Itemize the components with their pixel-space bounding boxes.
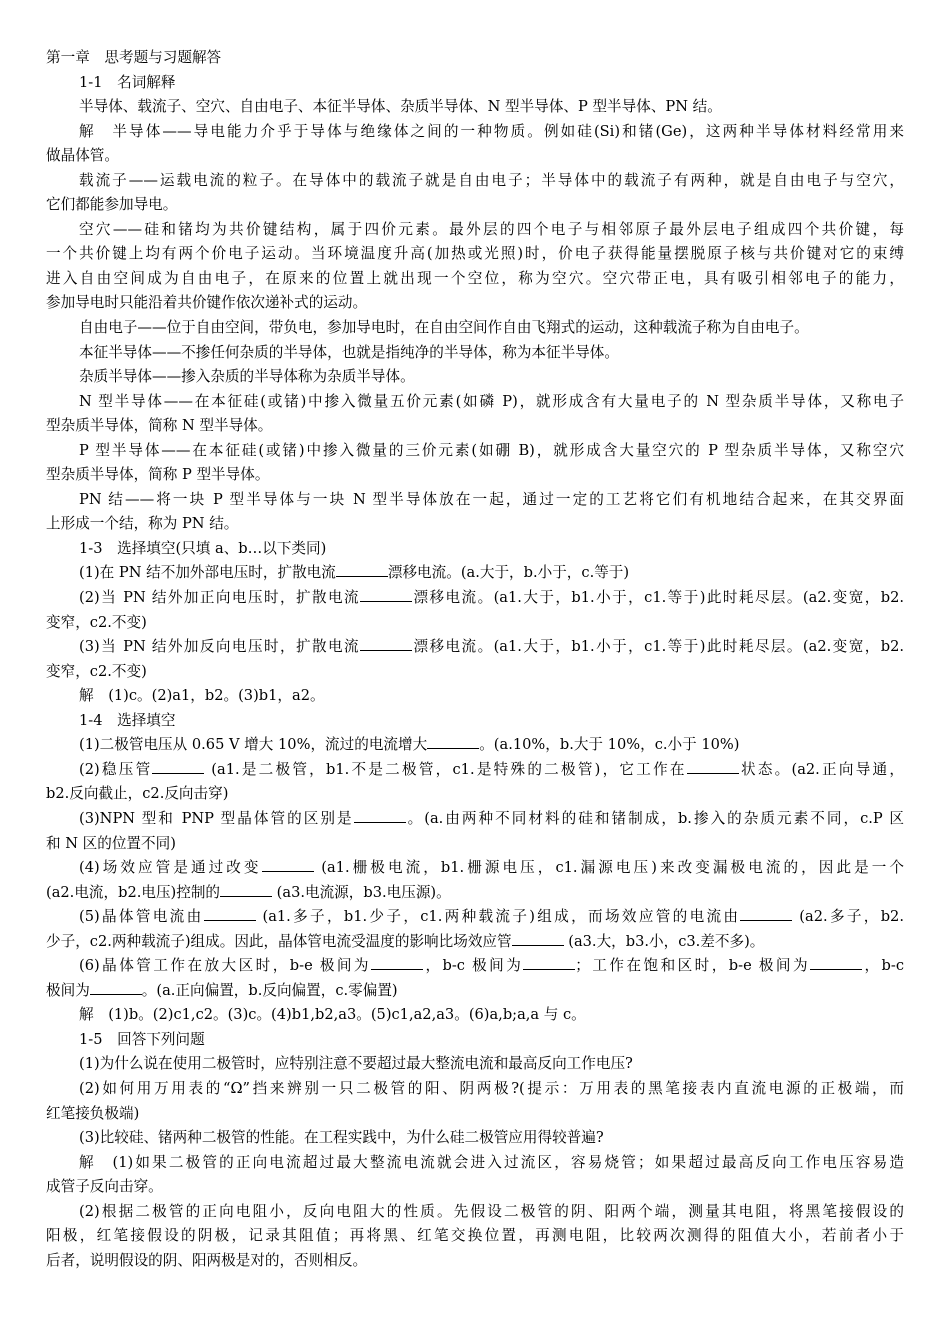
text-line: 它们都能参加导电。 (46, 196, 178, 214)
text-line: (4)场效应管是通过改变 (a1.栅极电流，b1.栅源电压，c1.漏源电压)来改变漏极电流的，因此是一个 (79, 859, 904, 877)
text-line: 型杂质半导体，简称 N 型半导体。 (46, 417, 273, 435)
blank-underline (204, 906, 256, 921)
text-line: 少子，c2.两种载流子)组成。因此，晶体管电流受温度的影响比场效应管 (a3.大，b3.小，c3.差不多)。 (46, 932, 765, 950)
text-line: (1)在 PN 结不加外部电压时，扩散电流 漂移电流。(a.大于，b.小于，c.等于) (79, 564, 630, 582)
text-line: 一个共价键上均有两个价电子运动。当环境温度升高(加热或光照)时，价电子获得能量摆脱原子核与共价键对它的束缚 (46, 245, 904, 263)
text-line: 1-5 回答下列问题 (79, 1030, 205, 1048)
text-line: 1-3 选择填空(只填 a、b…以下类同) (79, 539, 327, 557)
text-line: 1-4 选择填空 (79, 711, 176, 729)
blank-underline (512, 931, 564, 946)
text-line: PN 结——将一块 P 型半导体与一块 N 型半导体放在一起，通过一定的工艺将它们有机地结合起来，在其交界面 (79, 490, 904, 508)
text-line: 半导体、载流子、空穴、自由电子、本征半导体、杂质半导体、N 型半导体、P 型半导体、PN 结。 (79, 98, 722, 116)
text-line: 变窄，c2.不变) (46, 662, 147, 680)
blank-underline (687, 759, 739, 774)
text-line: P 型半导体——在本征硅(或锗)中掺入微量的三价元素(如硼 B)，就形成含大量空穴的 P 型杂质半导体，又称空穴 (79, 441, 904, 459)
text-line: 空穴——硅和锗均为共价键结构，属于四价元素。最外层的四个电子与相邻原子最外层电子组成四个共价键，每 (79, 220, 904, 238)
text-line: 型杂质半导体，简称 P 型半导体。 (46, 466, 270, 484)
text-line: (2)如何用万用表的“Ω”挡来辨别一只二极管的阳、阴两极?(提示：万用表的黑笔接表内直流电源的正极端，而 (79, 1079, 904, 1097)
text-line: 解 (1)c。(2)a1，b2。(3)b1，a2。 (79, 687, 325, 705)
text-line: 自由电子——位于自由空间，带负电，参加导电时，在自由空间作自由飞翔式的运动，这种载流子称为自由电子。 (79, 319, 809, 337)
blank-underline (354, 808, 406, 823)
text-line: 极间为 。(a.正向偏置，b.反向偏置，c.零偏置) (46, 981, 398, 999)
blank-underline (371, 955, 423, 970)
text-line: 成管子反向击穿。 (46, 1178, 163, 1196)
text-line: 做晶体管。 (46, 147, 119, 165)
text-line: 进入自由空间成为自由电子，在原来的位置上就出现一个空位，称为空穴。空穴带正电，具有吸引相邻电子的能力， (46, 269, 904, 287)
text-line: 阳极，红笔接假设的阴极，记录其阻值；再将黑、红笔交换位置，再测电阻，比较两次测得的阻值大小，若前者小于 (46, 1227, 904, 1245)
text-line: 杂质半导体——掺入杂质的半导体称为杂质半导体。 (79, 368, 415, 386)
text-line: b2.反向截止，c2.反向击穿) (46, 785, 229, 803)
text-line: 解 半导体——导电能力介乎于导体与绝缘体之间的一种物质。例如硅(Si)和锗(Ge)，这两种半导体材料经常用来 (79, 122, 904, 140)
blank-underline (427, 734, 479, 749)
blank-underline (220, 882, 272, 897)
text-line: 参加导电时只能沿着共价键作依次递补式的运动。 (46, 294, 368, 312)
text-line: 解 (1)如果二极管的正向电流超过最大整流电流就会进入过流区，容易烧管；如果超过最高反向工作电压容易造 (79, 1153, 904, 1171)
blank-underline (360, 587, 412, 602)
text-line: (3)比较硅、锗两种二极管的性能。在工程实践中，为什么硅二极管应用得较普遍? (79, 1129, 604, 1147)
text-line: (2)当 PN 结外加正向电压时，扩散电流 漂移电流。(a1.大于，b1.小于，c1.等于)此时耗尽层。(a2.变宽，b2. (79, 589, 904, 607)
text-line: 上形成一个结，称为 PN 结。 (46, 515, 239, 533)
blank-underline (360, 636, 412, 651)
text-line: 本征半导体——不掺任何杂质的半导体，也就是指纯净的半导体，称为本征半导体。 (79, 343, 619, 361)
text-line: (2)稳压管 (a1.是二极管，b1.不是二极管，c1.是特殊的二极管)，它工作在 状态。(a2.正向导通， (79, 760, 904, 778)
text-line: (a2.电流，b2.电压)控制的 (a3.电流源，b3.电压源)。 (46, 883, 451, 901)
text-line: 后者，说明假设的阴、阳两极是对的，否则相反。 (46, 1251, 368, 1269)
blank-underline (523, 955, 575, 970)
text-line: 和 N 区的位置不同) (46, 834, 176, 852)
text-line: (3)NPN 型和 PNP 型晶体管的区别是 。(a.由两种不同材料的硅和锗制成，b.掺入的杂质元素不同，c.P 区 (79, 809, 904, 827)
blank-underline (90, 980, 142, 995)
text-line: (3)当 PN 结外加反向电压时，扩散电流 漂移电流。(a1.大于，b1.小于，c1.等于)此时耗尽层。(a2.变宽，b2. (79, 638, 904, 656)
text-line: (1)为什么说在使用二极管时，应特别注意不要超过最大整流电流和最高反向工作电压? (79, 1055, 633, 1073)
text-line: (2)根据二极管的正向电阻小，反向电阻大的性质。先假设二极管的阴、阳两个端，测量其电阻，将黑笔接假设的 (79, 1202, 904, 1220)
text-line: 红笔接负极端) (46, 1104, 140, 1122)
text-line: 1-1 名词解释 (79, 73, 176, 91)
blank-underline (336, 562, 388, 577)
text-line: (5)晶体管电流由 (a1.多子，b1.少子，c1.两种载流子)组成，而场效应管的电流由 (a2.多子，b2. (79, 908, 904, 926)
blank-underline (152, 759, 204, 774)
text-line: (1)二极管电压从 0.65 V 增大 10%，流过的电流增大 。(a.10%，b.大于 10%，c.小于 10%) (79, 736, 740, 754)
text-line: 第一章 思考题与习题解答 (46, 49, 222, 66)
blank-underline (262, 857, 314, 872)
blank-underline (740, 906, 792, 921)
text-line: N 型半导体——在本征硅(或锗)中掺入微量五价元素(如磷 P)，就形成含有大量电子的 N 型杂质半导体，又称电子 (79, 392, 904, 410)
text-line: 变窄，c2.不变) (46, 613, 147, 631)
text-line: 载流子——运载电流的粒子。在导体中的载流子就是自由电子；半导体中的载流子有两种，就是自由电子与空穴， (79, 171, 904, 189)
text-line: (6)晶体管工作在放大区时，b-e 极间为 ，b-c 极间为 ；工作在饱和区时，b-e 极间为 ，b-c (79, 957, 904, 975)
blank-underline (810, 955, 862, 970)
text-line: 解 (1)b。(2)c1,c2。(3)c。(4)b1,b2,a3。(5)c1,a2,a3。(6)a,b;a,a 与 c。 (79, 1006, 586, 1024)
